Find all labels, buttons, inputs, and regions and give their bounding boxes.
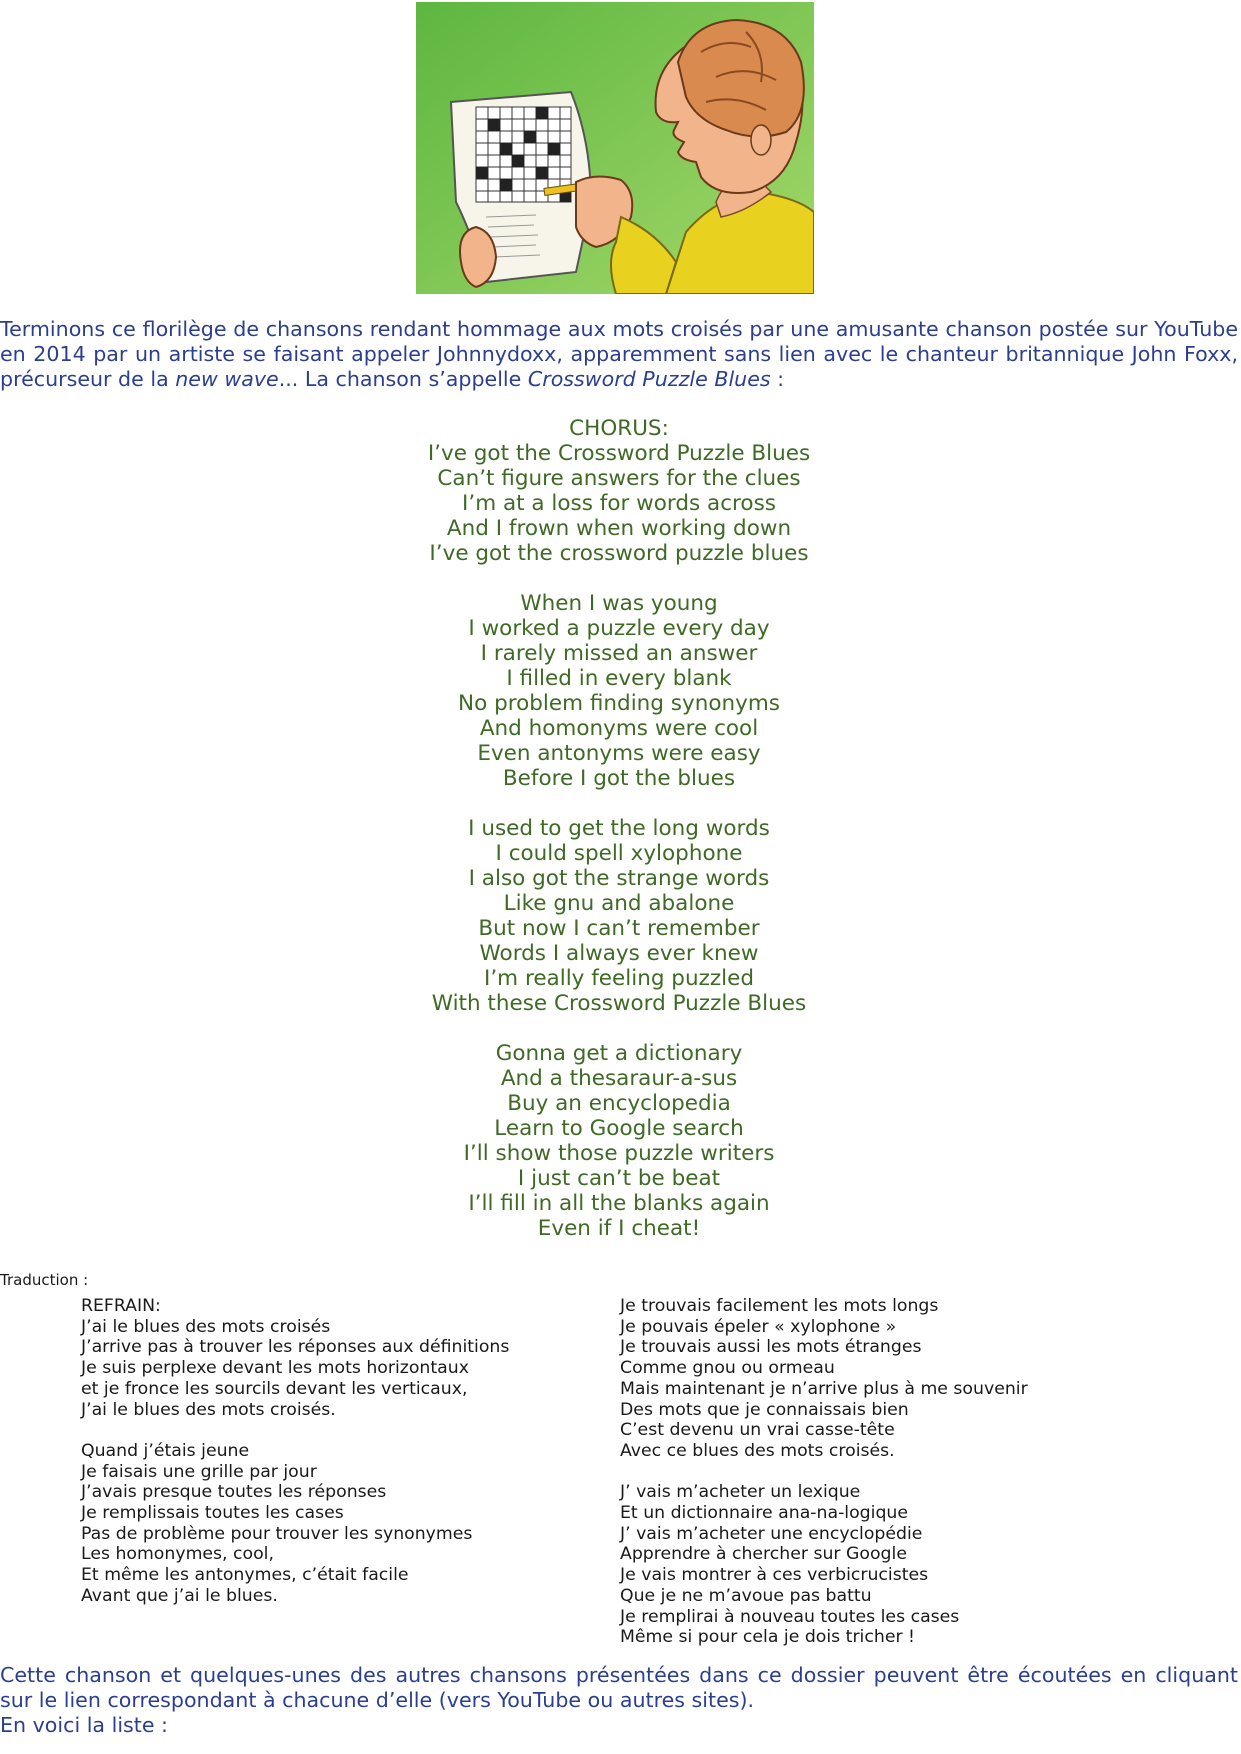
translation-line: REFRAIN: xyxy=(81,1296,161,1316)
lyric-line: I just can’t be beat xyxy=(517,1166,721,1191)
translation-line: J’ai le blues des mots croisés. xyxy=(81,1399,336,1420)
translation-line: Je trouvais facilement les mots longs xyxy=(620,1296,939,1316)
translation-line: Quand j’étais jeune xyxy=(81,1440,250,1461)
song-lyrics xyxy=(0,416,1238,1266)
lyric-line: I’ve got the Crossword Puzzle Blues xyxy=(427,441,811,466)
lyric-line: I filled in every blank xyxy=(506,666,732,691)
translation-line: Que je ne m’avoue pas battu xyxy=(620,1585,872,1606)
translation-line: J’ vais m’acheter un lexique xyxy=(620,1482,861,1503)
lyric-line: I could spell xylophone xyxy=(495,841,743,866)
lyric-line: I used to get the long words xyxy=(468,816,770,841)
intro-paragraph xyxy=(0,317,1238,392)
translation-line: Comme gnou ou ormeau xyxy=(620,1358,835,1379)
translation-couplet-3 xyxy=(620,1482,1220,1648)
translation-line: Je suis perplexe devant les mots horizontaux xyxy=(81,1358,469,1379)
lyric-line: I’m at a loss for words across xyxy=(462,491,776,516)
translation-couplet-1 xyxy=(81,1441,601,1607)
outro-line-2: En voici la liste : xyxy=(0,1713,168,1737)
translation-line: J’avais presque toutes les réponses xyxy=(81,1482,387,1503)
translation-line: Les homonymes, cool, xyxy=(81,1544,274,1565)
lyric-line: With these Crossword Puzzle Blues xyxy=(431,991,807,1016)
lyric-line: Learn to Google search xyxy=(494,1116,744,1141)
lyric-line: But now I can’t remember xyxy=(478,916,760,941)
translation-line: Mais maintenant je n’arrive plus à me souvenir xyxy=(620,1378,1028,1399)
lyrics-verse-1 xyxy=(0,591,1238,791)
translation-line: Avec ce blues des mots croisés. xyxy=(620,1440,895,1461)
translation-label: Traduction : xyxy=(0,1271,89,1289)
translation-line: Je faisais une grille par jour xyxy=(81,1461,317,1482)
song-title: Crossword Puzzle Blues xyxy=(527,367,771,391)
lyric-line: CHORUS: xyxy=(569,416,669,441)
translation-left-column xyxy=(81,1296,601,1627)
lyric-line: I also got the strange words xyxy=(468,866,770,891)
lyric-line: Words I always ever knew xyxy=(479,941,759,966)
translation-line: Pas de problème pour trouver les synonymes xyxy=(81,1523,473,1544)
translation-line: Je remplirai à nouveau toutes les cases xyxy=(620,1606,960,1627)
lyric-line: And a thesaraur-a-sus xyxy=(500,1066,738,1091)
lyric-line: Like gnu and abalone xyxy=(503,891,735,916)
lyric-line: Can’t figure answers for the clues xyxy=(437,466,801,491)
lyric-line: Buy an encyclopedia xyxy=(507,1091,731,1116)
crossword-man-illustration xyxy=(416,2,814,294)
lyric-line: Gonna get a dictionary xyxy=(495,1041,743,1066)
new-wave-term: new wave xyxy=(175,367,279,391)
translation-line: Des mots que je connaissais bien xyxy=(620,1399,909,1420)
intro-text-1: Terminons ce florilège de chansons rendant hommage aux mots croisés par une amusante chanson postée sur YouTube en 2014 par un artiste se faisant appeler Johnnydoxx, apparemment sans lien avec le chanteur britannique John Foxx, précurseur de la xyxy=(0,317,1238,391)
lyric-line: And homonyms were cool xyxy=(479,716,759,741)
translation-line: Je pouvais épeler « xylophone » xyxy=(620,1316,897,1337)
translation-line: C’est devenu un vrai casse-tête xyxy=(620,1420,895,1441)
intro-text-3: : xyxy=(770,367,785,391)
lyric-line: And I frown when working down xyxy=(446,516,792,541)
lyric-line: I’m really feeling puzzled xyxy=(484,966,754,991)
translation-line: Même si pour cela je dois tricher ! xyxy=(620,1627,915,1648)
translation-refrain xyxy=(81,1296,601,1420)
lyrics-chorus xyxy=(0,416,1238,566)
translation-line: Je remplissais toutes les cases xyxy=(81,1503,344,1524)
lyric-line: No problem finding synonyms xyxy=(458,691,780,716)
lyrics-verse-2 xyxy=(0,816,1238,1016)
lyric-line: I worked a puzzle every day xyxy=(468,616,770,641)
translation-line: Je vais montrer à ces verbicrucistes xyxy=(620,1565,929,1586)
translation-line: Et un dictionnaire ana-na-logique xyxy=(620,1503,909,1524)
translation-line: J’arrive pas à trouver les réponses aux définitions xyxy=(81,1337,510,1358)
translation-couplet-2 xyxy=(620,1296,1220,1462)
outro-line-1: Cette chanson et quelques-unes des autres chansons présentées dans ce dossier peuvent être écoutées en cliquant sur le lien correspondant à chacune d’elle (vers YouTube ou autres sites). xyxy=(0,1663,1238,1712)
translation-line: Apprendre à chercher sur Google xyxy=(620,1544,907,1565)
translation-line: et je fronce les sourcils devant les verticaux, xyxy=(81,1378,468,1399)
lyric-line: Even antonyms were easy xyxy=(477,741,761,766)
lyric-line: I’ll show those puzzle writers xyxy=(463,1141,775,1166)
translation-line: Je trouvais aussi les mots étranges xyxy=(620,1337,922,1358)
lyric-line: I rarely missed an answer xyxy=(480,641,758,666)
lyric-line: Even if I cheat! xyxy=(537,1216,701,1241)
intro-text-2: ... La chanson s’appelle xyxy=(278,367,528,391)
lyric-line: I’ll fill in all the blanks again xyxy=(468,1191,770,1216)
translation-line: Et même les antonymes, c’était facile xyxy=(81,1565,409,1586)
translation-line: Avant que j’ai le blues. xyxy=(81,1585,278,1606)
translation-line: J’ai le blues des mots croisés xyxy=(81,1316,331,1337)
translation-right-column xyxy=(620,1296,1220,1669)
lyric-line: I’ve got the crossword puzzle blues xyxy=(429,541,809,566)
lyric-line: When I was young xyxy=(520,591,718,616)
translation-line: J’ vais m’acheter une encyclopédie xyxy=(620,1523,923,1544)
outro-paragraph xyxy=(0,1663,1238,1738)
lyric-line: Before I got the blues xyxy=(502,766,736,791)
lyrics-verse-3 xyxy=(0,1041,1238,1241)
